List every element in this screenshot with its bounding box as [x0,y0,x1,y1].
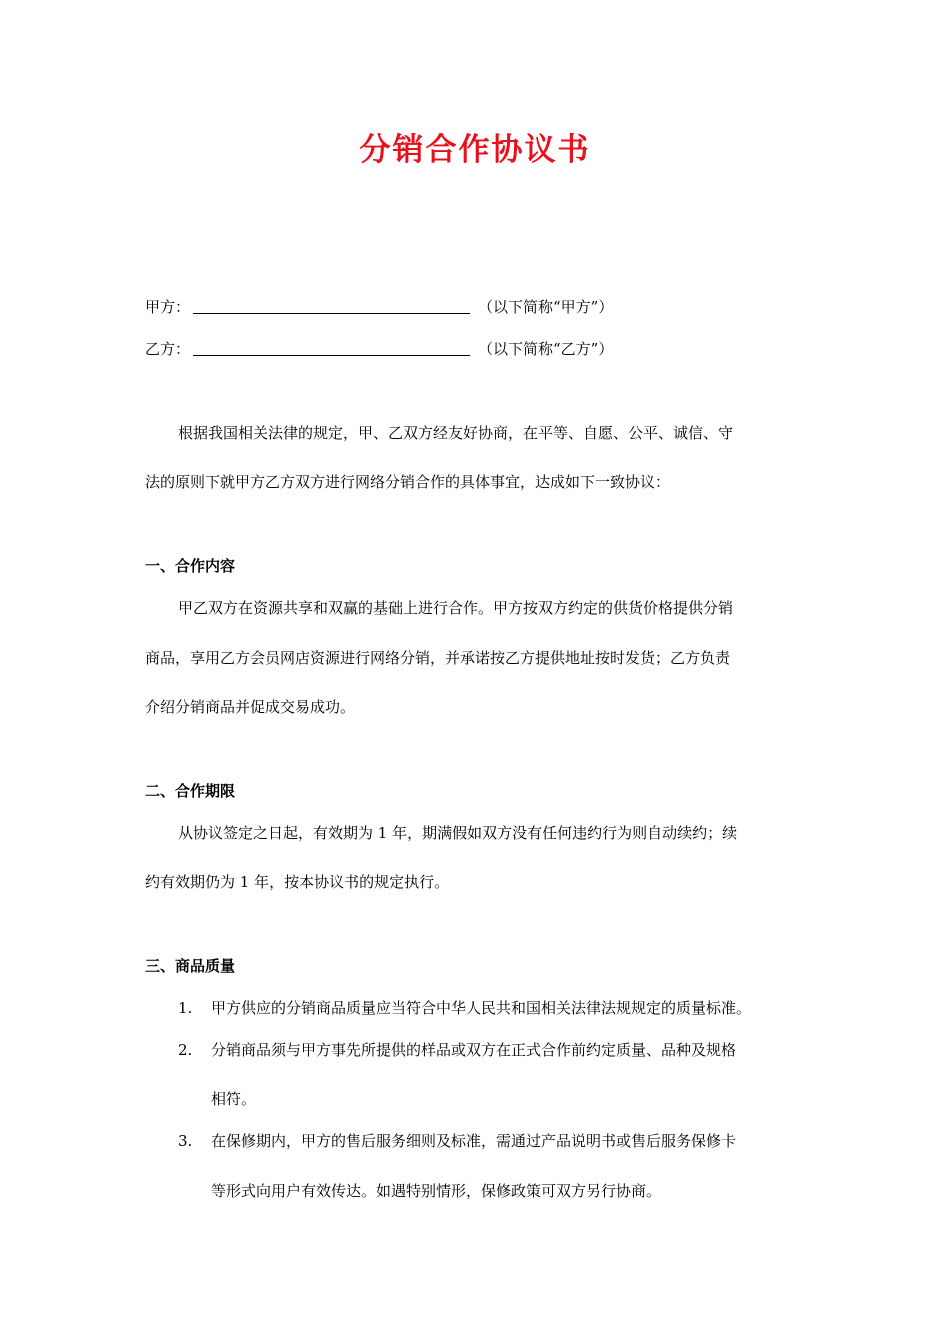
list-item-line: 等形式向用户有效传达。如遇特别情形，保修政策可双方另行协商。 [211,1182,662,1200]
section-heading-cooperation-period: 二、合作期限 [145,782,236,800]
list-item-line: 在保修期内，甲方的售后服务细则及标准，需通过产品说明书或售后服务保修卡 [211,1132,737,1150]
party-a-label: 甲方： [145,298,191,316]
party-a-blank-line [193,313,470,314]
list-item-line: 分销商品须与甲方事先所提供的样品或双方在正式合作前约定质量、品种及规格 [211,1041,737,1059]
section-heading-cooperation-content: 一、合作内容 [145,557,236,575]
section-paragraph-line: 介绍分销商品并促成交易成功。 [145,698,356,716]
preamble-line: 根据我国相关法律的规定，甲、乙双方经友好协商，在平等、自愿、公平、诚信、守 [178,424,734,442]
list-item-number: 1. [178,999,193,1017]
list-item-line: 相符。 [211,1090,257,1108]
list-item-number: 3. [178,1132,193,1150]
list-item-line: 甲方供应的分销商品质量应当符合中华人民共和国相关法律法规规定的质量标准。 [211,999,752,1017]
party-a-note: （以下简称“甲方”） [478,298,614,316]
party-b-label: 乙方： [145,340,191,358]
section-paragraph-line: 约有效期仍为 1 年，按本协议书的规定执行。 [145,873,450,891]
section-paragraph-line: 从协议签定之日起，有效期为 1 年，期满假如双方没有任何违约行为则自动续约；续 [178,824,738,842]
party-b-blank-line [193,355,470,356]
list-item-number: 2. [178,1041,193,1059]
party-b-note: （以下简称“乙方”） [478,340,614,358]
section-paragraph-line: 甲乙双方在资源共享和双赢的基础上进行合作。甲方按双方约定的供货价格提供分销 [178,599,734,617]
preamble-line: 法的原则下就甲方乙方双方进行网络分销合作的具体事宜，达成如下一致协议： [145,473,671,491]
section-paragraph-line: 商品，享用乙方会员网店资源进行网络分销，并承诺按乙方提供地址按时发货；乙方负责 [145,649,731,667]
section-heading-product-quality: 三、商品质量 [145,957,236,975]
document-title: 分销合作协议书 [359,132,591,168]
